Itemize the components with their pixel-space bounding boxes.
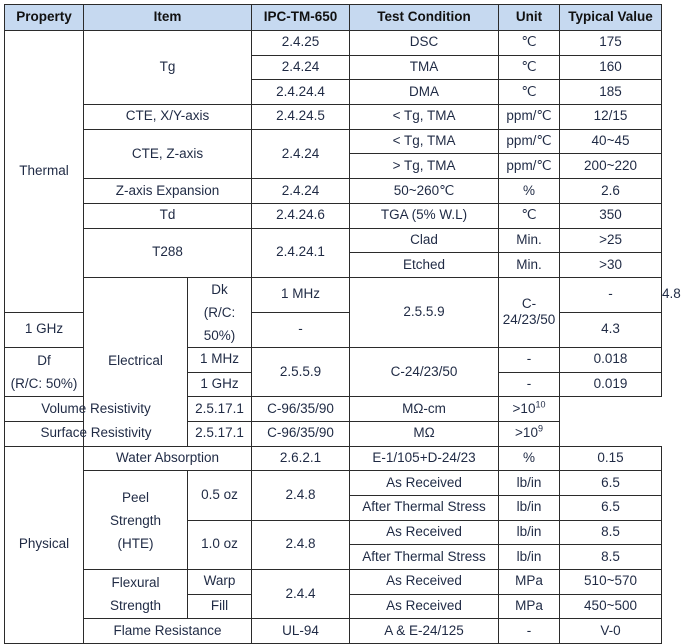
item-flex-line2: Strength [109,598,162,614]
value-cell: 0.018 [560,347,662,372]
condition-cell: Etched [350,253,499,278]
unit-cell: - [499,372,560,397]
unit-cell: MPa [499,570,560,595]
item-df [5,347,84,396]
item-t288: T288 [84,228,252,277]
unit-cell: MPa [499,594,560,619]
spec-table [4,4,681,644]
value-cell: 175 [560,31,662,56]
value-cell: >25 [560,228,662,253]
item-dk-line2: (R/C: 50%) [203,304,236,343]
value-cell: 0.019 [560,372,662,397]
value-cell [499,421,560,446]
ipc-cell: 2.4.8 [252,471,350,520]
condition-cell: A & E-24/125 [350,619,499,644]
table-row [5,570,662,595]
unit-cell: lb/in [499,520,560,545]
ipc-cell: 2.5.5.9 [252,347,350,396]
ipc-cell: 2.4.24.5 [252,105,350,130]
item-td: Td [84,203,252,228]
ipc-cell: 2.5.17.1 [188,421,252,446]
value-cell: 2.6 [560,179,662,204]
condition-cell: < Tg, TMA [350,129,499,154]
ipc-cell: 2.4.25 [252,31,350,56]
item-dk-line1: Dk [211,281,228,297]
header-ipc: IPC-TM-650 [252,5,350,31]
header-item: Item [84,5,252,31]
unit-cell: MΩ-cm [350,397,499,422]
condition-cell: DMA [350,80,499,105]
freq-cell: 1 GHz [188,372,252,397]
unit-cell: lb/in [499,545,560,570]
value-cell: 8.5 [560,520,662,545]
condition-cell: > Tg, TMA [350,154,499,179]
table-row [5,31,662,56]
ipc-cell: 2.4.24 [252,129,350,178]
header-property: Property [5,5,84,31]
item-df-line1: Df [37,353,51,369]
value-cell: 40~45 [560,129,662,154]
sub-cell: 0.5 oz [188,471,252,520]
condition-cell: As Received [350,594,499,619]
value-exponent: 10 [535,399,546,410]
sub-cell: Warp [188,570,252,595]
item-df-line2: (R/C: 50%) [10,376,78,392]
sub-cell: Fill [188,594,252,619]
item-flex-line1: Flexural [111,575,160,591]
ipc-cell: 2.4.24 [252,55,350,80]
value-cell: 200~220 [560,154,662,179]
value-base: >10 [512,400,536,416]
table-row [5,619,662,644]
table-row [5,129,662,154]
value-cell: 12/15 [560,105,662,130]
item-tg: Tg [84,31,252,105]
unit-cell: MΩ [350,421,499,446]
sub-cell: 1.0 oz [188,520,252,569]
freq-cell: 1 MHz [252,277,350,312]
unit-cell: ppm/℃ [499,129,560,154]
condition-cell: TGA (5% W.L) [350,203,499,228]
condition-cell: As Received [350,520,499,545]
condition-cell: After Thermal Stress [350,545,499,570]
ipc-cell: 2.5.17.1 [188,397,252,422]
condition-cell: Clad [350,228,499,253]
unit-cell: % [499,446,560,471]
ipc-cell: 2.4.24.1 [252,228,350,277]
ipc-cell: 2.5.5.9 [350,277,499,347]
item-cte-xy: CTE, X/Y-axis [84,105,252,130]
unit-cell: ℃ [499,80,560,105]
value-cell: 4.3 [560,312,662,347]
item-peel-line2: Strength [109,512,162,528]
ipc-cell: 2.4.4 [252,570,350,619]
unit-cell: - [252,312,350,347]
value-base: >10 [515,425,538,441]
item-flame-resistance: Flame Resistance [84,619,252,644]
property-electrical: Electrical [84,277,188,446]
condition-cell: C-24/23/50 [350,347,499,396]
condition-cell: E-1/105+D-24/23 [350,446,499,471]
table-row [5,179,662,204]
unit-cell: ppm/℃ [499,154,560,179]
value-exponent: 9 [537,423,543,434]
condition-cell: 50~260℃ [350,179,499,204]
ipc-cell: 2.4.24.6 [252,203,350,228]
table-row [5,228,662,253]
table-row [5,421,662,446]
value-cell: V-0 [560,619,662,644]
property-physical: Physical [5,446,84,644]
unit-cell: lb/in [499,496,560,521]
item-cte-z: CTE, Z-axis [84,129,252,178]
condition-cell: C-96/35/90 [252,421,350,446]
condition-cell: As Received [350,471,499,496]
condition-cell: As Received [350,570,499,595]
ipc-cell: 2.4.24 [252,179,350,204]
header-value: Typical Value [560,5,662,31]
unit-cell: - [499,347,560,372]
header-unit: Unit [499,5,560,31]
value-cell: 0.15 [560,446,662,471]
unit-cell: ℃ [499,55,560,80]
value-cell: 6.5 [560,496,662,521]
item-peel-strength [84,471,188,570]
unit-cell: Min. [499,228,560,253]
item-z-expansion: Z-axis Expansion [84,179,252,204]
unit-cell: lb/in [499,471,560,496]
unit-cell: - [499,619,560,644]
value-cell: 6.5 [560,471,662,496]
value-cell: 510~570 [560,570,662,595]
table-row [5,397,662,422]
item-water-absorption: Water Absorption [84,446,252,471]
item-flexural-strength [84,570,188,619]
unit-cell: - [560,277,662,312]
unit-cell: Min. [499,253,560,278]
condition-cell: C-96/35/90 [252,397,350,422]
condition-cell: DSC [350,31,499,56]
value-cell: 160 [560,55,662,80]
table-row [5,203,662,228]
unit-cell: % [499,179,560,204]
freq-cell: 1 GHz [5,312,84,347]
item-peel-line3: (HTE) [117,535,154,551]
header-condition: Test Condition [350,5,499,31]
table-row: Electrical Dk (R/C: 50%) 1 MHz 2.5.5.9 C-24/23/50 - 4.8 [5,277,662,312]
ipc-cell: 2.6.2.1 [252,446,350,471]
table-row [5,446,662,471]
value-cell: >30 [560,253,662,278]
ipc-cell: 2.4.8 [252,520,350,569]
table-row [5,105,662,130]
value-cell: 350 [560,203,662,228]
condition-cell: TMA [350,55,499,80]
value-cell [499,397,560,422]
unit-cell: ℃ [499,31,560,56]
condition-cell: C-24/23/50 [499,277,560,347]
unit-cell: ℃ [499,203,560,228]
item-surface-resistivity: Surface Resistivity [5,421,188,446]
item-peel-line1: Peel [121,489,150,505]
condition-cell: After Thermal Stress [350,496,499,521]
condition-cell: < Tg, TMA [350,105,499,130]
unit-cell: ppm/℃ [499,105,560,130]
item-dk [188,277,252,347]
ipc-cell: 2.4.24.4 [252,80,350,105]
value-cell: 8.5 [560,545,662,570]
ipc-cell: UL-94 [252,619,350,644]
value-cell: 450~500 [560,594,662,619]
value-cell: 185 [560,80,662,105]
table-row [5,471,662,496]
item-volume-resistivity: Volume Resistivity [5,397,188,422]
freq-cell: 1 MHz [188,347,252,372]
header-row [5,5,662,31]
property-thermal: Thermal [5,31,84,313]
